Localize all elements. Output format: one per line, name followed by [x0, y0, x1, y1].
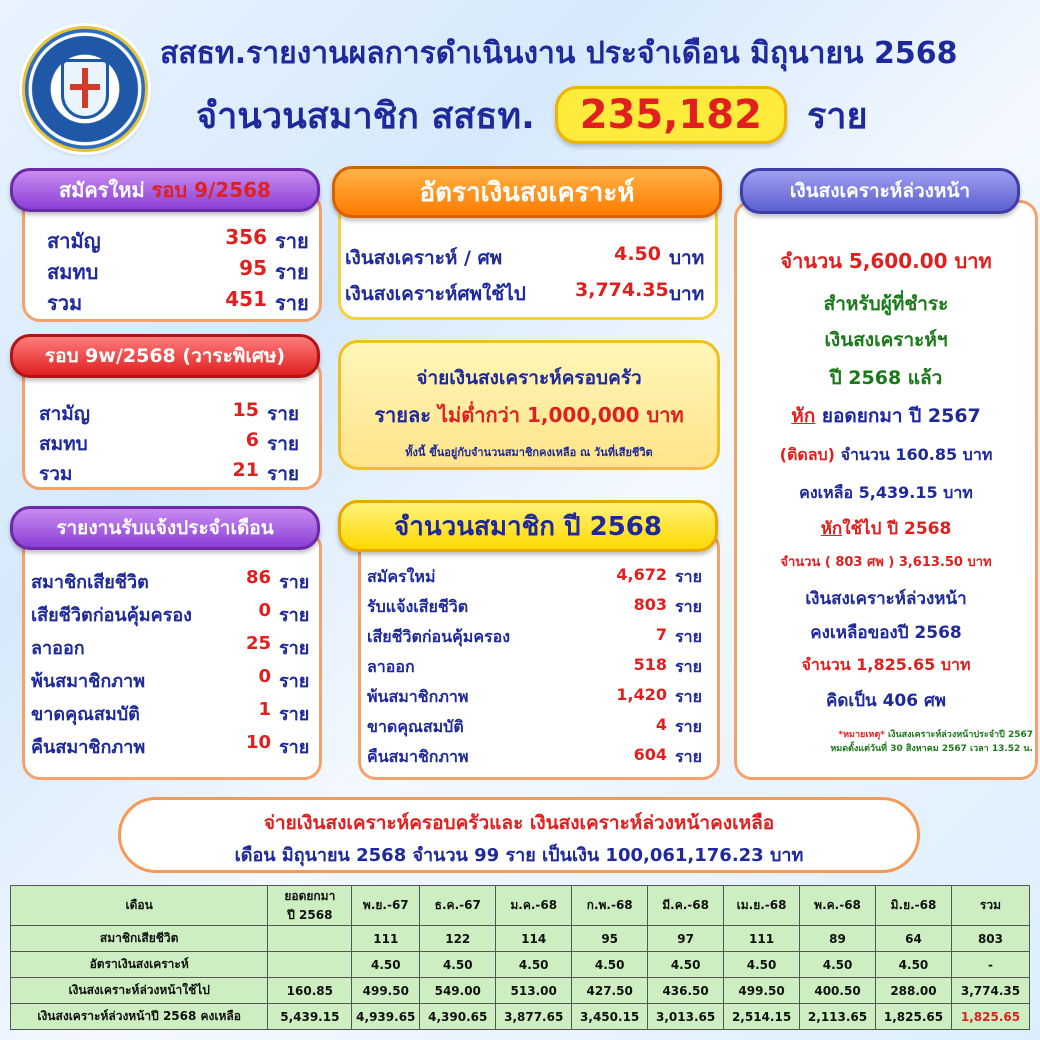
- new-members-row: [47, 287, 309, 319]
- monthly-report-row: [31, 666, 309, 695]
- table-cell: 111: [724, 926, 800, 952]
- new-members-row: [47, 256, 309, 288]
- table-cell: -: [951, 952, 1029, 978]
- members-2568-panel: [358, 530, 720, 780]
- table-row: [11, 926, 1030, 952]
- table-cell: 288.00: [876, 978, 952, 1004]
- row-value: 86: [245, 567, 271, 588]
- members-2568-row: [367, 625, 702, 650]
- row-label: สมาชิกเสียชีวิต: [31, 572, 149, 593]
- members-total-value: 235,182: [555, 86, 787, 144]
- members-total-unit: ราย: [806, 95, 868, 137]
- row-value: 356: [225, 225, 267, 249]
- table-row-label: เงินสงเคราะห์ล่วงหน้าปี 2568 คงเหลือ: [11, 1004, 268, 1030]
- monthly-report-row: [31, 732, 309, 761]
- table-cell: 4,939.65: [352, 1004, 420, 1030]
- family-payment-line1: จ่ายเงินสงเคราะห์ครอบครัว: [416, 367, 642, 389]
- row-unit: ราย: [279, 605, 310, 626]
- table-cell: 4.50: [876, 952, 952, 978]
- new-members-header: สมัครใหม่ รอบ 9/2568: [10, 168, 320, 212]
- row-value: 4,672: [616, 565, 667, 584]
- row-label: สามัญ: [39, 403, 90, 425]
- row-unit: บาท: [669, 283, 705, 305]
- row-value: 1: [258, 699, 271, 720]
- row-value: 0: [258, 600, 271, 621]
- row-label: สมัครใหม่: [367, 567, 436, 586]
- row-value: 4: [655, 715, 667, 734]
- table-row: [11, 978, 1030, 1004]
- row-value: 15: [232, 399, 259, 421]
- table-cell: 4.50: [572, 952, 648, 978]
- row-label: สมทบ: [47, 260, 99, 284]
- monthly-report-panel: [22, 530, 322, 780]
- row-unit: ราย: [267, 403, 300, 425]
- table-cell: 122: [420, 926, 496, 952]
- table-cell: 4.50: [352, 952, 420, 978]
- table-cell: 4.50: [496, 952, 572, 978]
- row-unit: ราย: [675, 597, 702, 616]
- special-round-row: [39, 459, 299, 489]
- members-2568-row: [367, 715, 702, 740]
- row-label: เงินสงเคราะห์ / ศพ: [345, 247, 503, 269]
- members-2568-row: [367, 685, 702, 710]
- family-payment-box: [338, 340, 720, 470]
- row-unit: ราย: [279, 704, 310, 725]
- rate-header: อัตราเงินสงเคราะห์: [332, 166, 722, 218]
- table-header-cell: พ.ค.-68: [800, 886, 876, 926]
- table-header-cell: เดือน: [11, 886, 268, 926]
- members-2568-row: [367, 745, 702, 770]
- special-round-row: [39, 399, 299, 429]
- row-value: 1,420: [616, 685, 667, 704]
- special-round-header: รอบ 9w/2568 (วาระพิเศษ): [10, 334, 320, 378]
- row-unit: ราย: [279, 671, 310, 692]
- table-header-cell: ม.ค.-68: [496, 886, 572, 926]
- row-label: พ้นสมาชิกภาพ: [31, 671, 146, 692]
- row-value: 21: [232, 459, 259, 481]
- row-unit: ราย: [279, 638, 310, 659]
- table-header-cell: ยอดยกมา ปี 2568: [268, 886, 352, 926]
- table-cell: 4.50: [800, 952, 876, 978]
- table-header-cell: เม.ย.-68: [724, 886, 800, 926]
- advance-negative: (ติดลบ) จำนวน 160.85 บาท: [779, 445, 993, 464]
- table-cell: 160.85: [268, 978, 352, 1004]
- row-unit: ราย: [279, 737, 310, 758]
- table-cell: 111: [352, 926, 420, 952]
- advance-panel: [734, 200, 1038, 780]
- table-cell: [268, 926, 352, 952]
- row-label: รวม: [47, 291, 83, 315]
- table-header-cell: มิ.ย.-68: [876, 886, 952, 926]
- table-cell: 4,390.65: [420, 1004, 496, 1030]
- table-header-cell: ก.พ.-68: [572, 886, 648, 926]
- row-unit: ราย: [675, 657, 702, 676]
- members-2568-header: จำนวนสมาชิก ปี 2568: [338, 500, 718, 552]
- table-row: [11, 1004, 1030, 1030]
- summary-line2: เดือน มิถุนายน 2568 จำนวน 99 ราย เป็นเงิน 100,061,176.23 บาท: [234, 845, 804, 866]
- page-title: สสธท.รายงานผลการดำเนินงาน ประจำเดือน มิถุนายน 2568: [160, 36, 958, 71]
- table-cell: 3,877.65: [496, 1004, 572, 1030]
- advance-used: หักใช้ไป ปี 2568: [820, 519, 952, 539]
- table-header-cell: มี.ค.-68: [648, 886, 724, 926]
- table-cell: 4.50: [724, 952, 800, 978]
- members-total-label: จำนวนสมาชิก สสธท.: [196, 95, 535, 137]
- table-cell: 499.50: [724, 978, 800, 1004]
- advance-note: *หมายเหตุ* เงินสงเคราะห์ล่วงหน้าประจำปี 2567 หมดตั้งแต่วันที่ 30 สิงหาคม 2567 เวลา 13.52 น.: [830, 730, 1033, 754]
- special-round-row: [39, 429, 299, 459]
- rate-row: [345, 243, 704, 273]
- table-cell: 436.50: [648, 978, 724, 1004]
- row-unit: ราย: [675, 687, 702, 706]
- table-row: [11, 952, 1030, 978]
- row-value: 4.50: [614, 243, 661, 265]
- table-cell: 803: [951, 926, 1029, 952]
- row-label: คืนสมาชิกภาพ: [31, 737, 146, 758]
- table-row-label: เงินสงเคราะห์ล่วงหน้าใช้ไป: [11, 978, 268, 1004]
- monthly-report-row: [31, 600, 309, 629]
- table-cell: 3,450.15: [572, 1004, 648, 1030]
- row-value: 518: [633, 655, 667, 674]
- monthly-report-row: [31, 567, 309, 596]
- table-header-row: [11, 886, 1030, 926]
- table-cell: 1,825.65: [876, 1004, 952, 1030]
- row-value: 10: [245, 732, 271, 753]
- row-unit: ราย: [675, 747, 702, 766]
- table-cell: 3,013.65: [648, 1004, 724, 1030]
- summary-table: [10, 885, 1030, 1030]
- table-cell: 5,439.15: [268, 1004, 352, 1030]
- table-cell: 89: [800, 926, 876, 952]
- row-unit: ราย: [675, 567, 702, 586]
- row-unit: ราย: [267, 433, 300, 455]
- summary-banner: [118, 797, 920, 873]
- table-cell: 4.50: [648, 952, 724, 978]
- row-label: พ้นสมาชิกภาพ: [367, 687, 469, 706]
- row-unit: ราย: [267, 463, 300, 485]
- row-value: 451: [225, 287, 267, 311]
- table-header-cell: ธ.ค.-67: [420, 886, 496, 926]
- advance-balance-title2: คงเหลือของปี 2568: [810, 623, 962, 643]
- row-value: 7: [655, 625, 667, 644]
- row-unit: ราย: [275, 291, 309, 315]
- table-cell: 95: [572, 926, 648, 952]
- members-2568-row: [367, 655, 702, 680]
- table-cell: 427.50: [572, 978, 648, 1004]
- new-members-row: [47, 225, 309, 257]
- advance-line-a: สำหรับผู้ที่ชำระ: [823, 293, 949, 315]
- table-cell: 513.00: [496, 978, 572, 1004]
- table-row-label: สมาชิกเสียชีวิต: [11, 926, 268, 952]
- advance-line-c: ปี 2568 แล้ว: [829, 367, 943, 389]
- advance-line-b: เงินสงเคราะห์ฯ: [824, 329, 948, 351]
- advance-header: เงินสงเคราะห์ล่วงหน้า: [740, 168, 1020, 214]
- table-cell: 499.50: [352, 978, 420, 1004]
- table-cell: 2,514.15: [724, 1004, 800, 1030]
- table-header-cell: รวม: [951, 886, 1029, 926]
- rate-row: [345, 279, 704, 309]
- table-cell: 97: [648, 926, 724, 952]
- row-unit: บาท: [669, 247, 705, 269]
- row-value: 604: [633, 745, 667, 764]
- row-label: ขาดคุณสมบัติ: [367, 717, 464, 736]
- table-cell: 114: [496, 926, 572, 952]
- row-unit: ราย: [275, 260, 309, 284]
- row-label: เสียชีวิตก่อนคุ้มครอง: [367, 627, 511, 646]
- monthly-report-header: รายงานรับแจ้งประจำเดือน: [10, 506, 320, 550]
- rate-panel: [338, 200, 718, 320]
- caduceus-emblem-icon: [61, 59, 109, 119]
- family-payment-note: ทั้งนี้ ขึ้นอยู่กับจำนวนสมาชิกคงเหลือ ณ วันที่เสียชีวิต: [405, 446, 653, 459]
- row-label: รับแจ้งเสียชีวิต: [367, 597, 469, 616]
- row-unit: ราย: [675, 627, 702, 646]
- row-label: คืนสมาชิกภาพ: [367, 747, 469, 766]
- advance-used-amount: จำนวน ( 803 ศพ ) 3,613.50 บาท: [780, 555, 992, 570]
- row-label: ลาออก: [31, 638, 85, 659]
- association-logo: [22, 26, 148, 152]
- advance-remaining: คงเหลือ 5,439.15 บาท: [799, 483, 973, 502]
- table-cell: 64: [876, 926, 952, 952]
- advance-amount: จำนวน 5,600.00 บาท: [780, 249, 992, 273]
- row-value: 95: [239, 256, 267, 280]
- family-payment-line2: รายละ ไม่ต่ำกว่า 1,000,000 บาท: [374, 403, 684, 427]
- row-label: ขาดคุณสมบัติ: [31, 704, 140, 725]
- row-value: 25: [245, 633, 271, 654]
- row-label: ลาออก: [367, 657, 415, 676]
- row-label: เงินสงเคราะห์ศพใช้ไป: [345, 283, 526, 305]
- row-value: 3,774.35: [575, 279, 669, 301]
- row-unit: ราย: [675, 717, 702, 736]
- table-cell: 1,825.65: [951, 1004, 1029, 1030]
- table-cell: 3,774.35: [951, 978, 1029, 1004]
- advance-deduct: หัก ยอดยกมา ปี 2567: [791, 405, 981, 427]
- table-header-cell: พ.ย.-67: [352, 886, 420, 926]
- row-unit: ราย: [279, 572, 310, 593]
- row-label: เสียชีวิตก่อนคุ้มครอง: [31, 605, 192, 626]
- table-row-label: อัตราเงินสงเคราะห์: [11, 952, 268, 978]
- members-2568-row: [367, 565, 702, 590]
- row-label: รวม: [39, 463, 73, 485]
- row-label: สมทบ: [39, 433, 88, 455]
- advance-balance-title1: เงินสงเคราะห์ล่วงหน้า: [805, 589, 967, 609]
- table-cell: 2,113.65: [800, 1004, 876, 1030]
- advance-balance-equiv: คิดเป็น 406 ศพ: [826, 691, 946, 711]
- table-cell: 4.50: [420, 952, 496, 978]
- row-value: 6: [245, 429, 259, 451]
- row-label: สามัญ: [47, 229, 101, 253]
- row-value: 803: [633, 595, 667, 614]
- monthly-report-row: [31, 633, 309, 662]
- table-cell: [268, 952, 352, 978]
- members-total-line: [196, 86, 868, 144]
- monthly-report-row: [31, 699, 309, 728]
- members-2568-row: [367, 595, 702, 620]
- row-value: 0: [258, 666, 271, 687]
- table-cell: 400.50: [800, 978, 876, 1004]
- row-unit: ราย: [275, 229, 309, 253]
- advance-balance-amount: จำนวน 1,825.65 บาท: [801, 655, 971, 674]
- table-cell: 549.00: [420, 978, 496, 1004]
- summary-line1: จ่ายเงินสงเคราะห์ครอบครัวและ เงินสงเคราะห์ล่วงหน้าคงเหลือ: [263, 812, 775, 834]
